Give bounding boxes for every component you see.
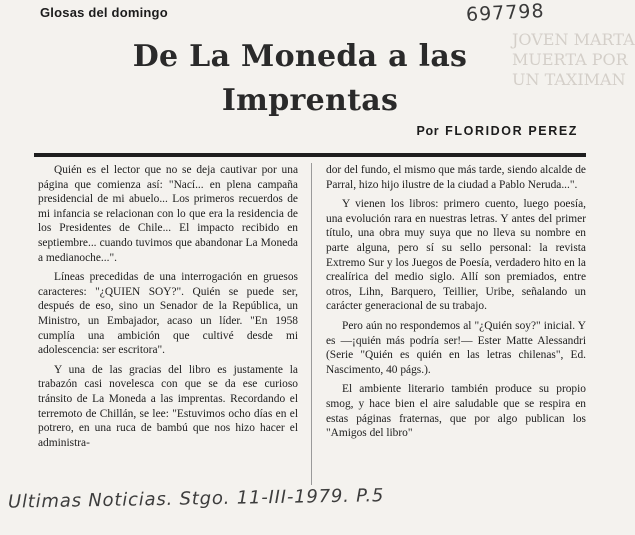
column-divider bbox=[311, 163, 312, 485]
headline-rule bbox=[34, 153, 586, 157]
handwritten-source-note: Ultimas Noticias. Stgo. 11-III-1979. P.5 bbox=[7, 485, 385, 513]
byline bbox=[417, 124, 578, 138]
byline-prefix: Por bbox=[416, 124, 440, 138]
paragraph: dor del fundo, el mismo que más tarde, siendo alcalde de Parral, hizo hijo ilustre de la ciudad a Pablo Neruda...". bbox=[326, 164, 586, 191]
paragraph: Líneas precedidas de una interrogación en gruesos caracteres: "¿QUIEN SOY?". Quién se puede ser, después de eso, sino un Senador de la República, un Ministro, un Embajador, acaso un líder. "En 1958 cumplía una ambición que cultivé desde mi adolescencia: ser escritora". bbox=[38, 271, 298, 357]
article-column-left bbox=[38, 163, 298, 455]
headline-line-1: De La Moneda a las bbox=[132, 39, 468, 74]
article-column-right bbox=[326, 163, 586, 446]
byline-author: FLORIDOR PEREZ bbox=[445, 124, 578, 138]
bleed-through-text: JOVEN MARTA MUERTA POR UN TAXIMAN bbox=[512, 30, 635, 89]
article-headline bbox=[90, 35, 510, 123]
paragraph: Pero aún no respondemos al "¿Quién soy?" inicial. Y es —¡quién más podría ser!— Ester Matte Alessandri (Serie "Quién es quién en las letras chilenas", Ed. Nascimento, 40 págs.). bbox=[326, 319, 586, 376]
paragraph: Quién es el lector que no se deja cautivar por una página que comienza así: "Nací... en plena campaña presidencial de mi abuelo... Los primeros recuerdos de mi infancia se relacionan con lo que era la residencia de los Presidentes de Chile... El impacto recibido en septiembre... cuando tuvimos que abandonar La Moneda a medianoche...". bbox=[38, 164, 298, 264]
handwritten-catalog-number: 697798 bbox=[465, 0, 546, 27]
section-label: Glosas del domingo bbox=[40, 5, 168, 20]
headline-line-2: Imprentas bbox=[221, 83, 399, 118]
paragraph: Y una de las gracias del libro es justamente la trabazón casi novelesca con que se da ese curioso tránsito de La Moneda a las imprentas. Recordando el terremoto de Chillán, se lee: "Estuvimos ocho días en el potrero, en una ruca de bambú que nos hizo hacer el administra- bbox=[38, 363, 298, 449]
paragraph: El ambiente literario también produce su propio smog, y hace bien el aire saludable que se respira en estas páginas fraternas, que por algo publican los "Amigos del libro" bbox=[326, 383, 586, 440]
paragraph: Y vienen los libros: primero cuento, luego poesía, una evolución rara en nuestras letras. Y antes del primer título, una obra muy suya que no lleva su nombre en parte alguna, pero sí su sello personal: la revista Extremo Sur y los Juegos de Poesía, verdadero hito en la crealírica del medio siglo. Allí son premiados, entre otros, Lihn, Barquero, Teillier, Uribe, señalando un carácter generacional de su trabajo. bbox=[326, 198, 586, 313]
